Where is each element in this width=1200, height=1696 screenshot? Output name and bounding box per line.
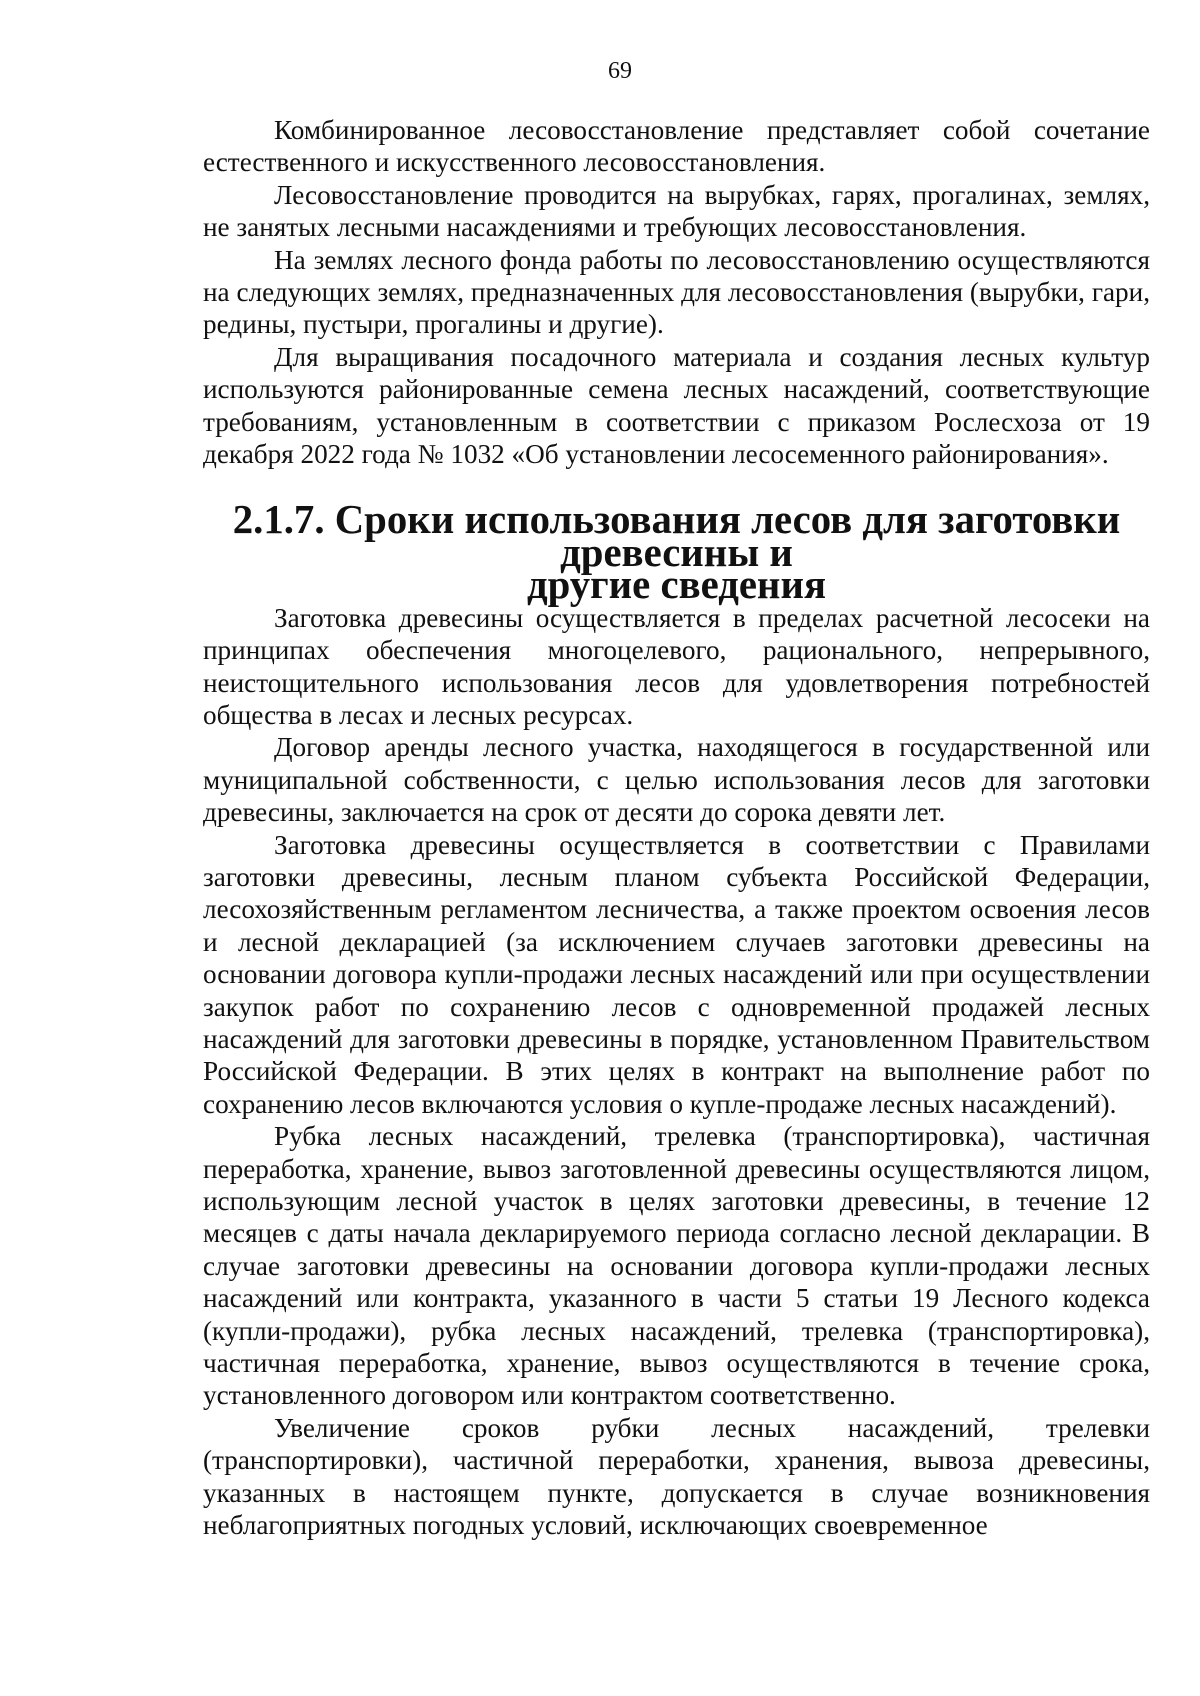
paragraph-forest-fund-lands: На землях лесного фонда работы по лесовосстановлению осуществляются на следующих землях, предназначенных для лесовосстановления (вырубки, гари, редины, пустыри, прогалины и другие).	[203, 244, 1150, 340]
paragraph-seed-material: Для выращивания посадочного материала и создания лесных культур используются районированные семена лесных насаждений, соответствующие требованиям, установленным в соответствии с приказом Рослесхоза от 19 декабря 2022 года № 1032 «Об установлении лесосеменного районирования».	[203, 341, 1150, 470]
paragraph-lease-term: Договор аренды лесного участка, находящегося в государственной или муниципальной собственности, с целью использования лесов для заготовки древесины, заключается на срок от десяти до сорока девяти лет.	[203, 732, 1150, 828]
paragraph-deadline-extension: Увеличение сроков рубки лесных насаждений, трелевки (транспортировки), частичной переработки, хранения, вывоза древесины, указанных в настоящем пункте, допускается в случае возникновения неблагоприятных погодных условий, исключающих своевременное	[203, 1412, 1150, 1541]
page-number: 69	[608, 58, 632, 84]
section-heading-line-2: другие сведения	[526, 562, 827, 608]
page-body	[203, 114, 1150, 1541]
section-heading-line-1: 2.1.7. Сроки использования лесов для заготовки древесины и	[232, 497, 1121, 575]
paragraph-combined-reforestation: Комбинированное лесовосстановление представляет собой сочетание естественного и искусственного лесовосстановления.	[203, 115, 1150, 178]
section-heading	[203, 497, 1150, 608]
paragraph-harvest-deadlines: Рубка лесных насаждений, трелевка (транспортировка), частичная переработка, хранение, вывоз заготовленной древесины осуществляются лицом, использующим лесной участок в целях заготовки древесины, в течение 12 месяцев с даты начала декларируемого периода согласно лесной декларации. В случае заготовки древесины на основании договора купли-продажи лесных насаждений или контракта, указанного в части 5 статьи 19 Лесного кодекса (купли-продажи), рубка лесных насаждений, трелевка (транспортировка), частичная переработка, хранение, вывоз осуществляются в течение срока, установленного договором или контрактом соответственно.	[203, 1121, 1150, 1411]
paragraph-harvest-principles: Заготовка древесины осуществляется в пределах расчетной лесосеки на принципах обеспечения многоцелевого, рационального, непрерывного, неистощительного использования лесов для удовлетворения потребностей общества в лесах и лесных ресурсах.	[203, 602, 1150, 730]
paragraph-harvest-rules: Заготовка древесины осуществляется в соответствии с Правилами заготовки древесины, лесным планом субъекта Российской Федерации, лесохозяйственным регламентом лесничества, а также проектом освоения лесов и лесной декларацией (за исключением случаев заготовки древесины на основании договора купли-продажи лесных насаждений или при осуществлении закупок работ по сохранению лесов с одновременной продажей лесных насаждений для заготовки древесины в порядке, установленном Правительством Российской Федерации. В этих целях в контракт на выполнение работ по сохранению лесов включаются условия о купле-продаже лесных насаждений).	[203, 829, 1150, 1119]
paragraph-reforestation-areas: Лесовосстановление проводится на вырубках, гарях, прогалинах, землях, не занятых лесными насаждениями и требующих лесовосстановления.	[203, 179, 1150, 243]
